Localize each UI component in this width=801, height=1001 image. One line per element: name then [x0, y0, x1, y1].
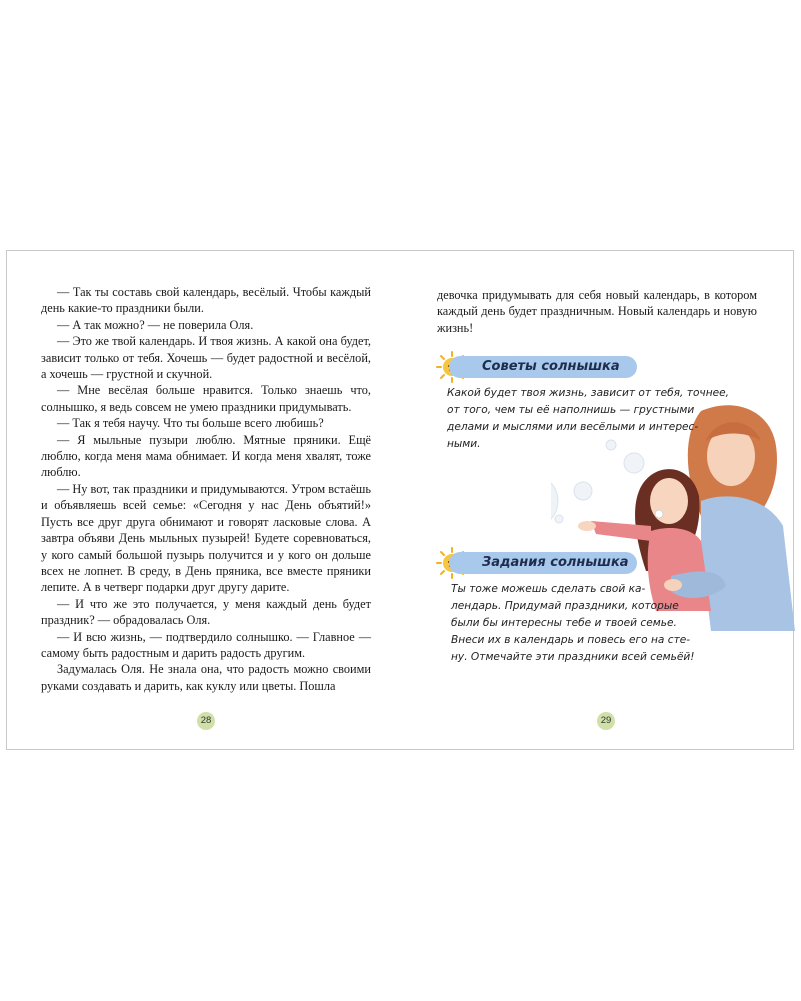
handwritten-line: ными. [447, 438, 481, 450]
tasks-text [451, 581, 771, 666]
story-paragraph: — Ну вот, так праздники и придумываются. Утром встаёшь и объявляешь всей семье: «Сегодня у нас День объятий!» Пусть все друг друга обнимают и говорят ласковые слова. А завтра объяви День мыльных пузырей! Будете соревноваться, у кого самый большой пузырь получится и у кого он дольше всех не лопнет. В среду, в День пряника, все вместе пряники лепите. А в четверг подарки друг другу дарите. [41, 481, 371, 595]
story-paragraph: — И всю жизнь, — подтвердило солнышко. — Главное — самому быть радостным и дарить радость другим. [41, 629, 371, 660]
tips-banner [449, 356, 637, 378]
story-paragraph: — И что же это получается, у меня каждый день будет праздник? — обрадовалась Оля. [41, 596, 371, 628]
handwritten-line: ну. Отмечайте эти праздники всей семьёй! [451, 651, 695, 663]
tasks-title: Задания солнышка [482, 555, 629, 570]
book-spread [6, 250, 794, 750]
tips-title: Советы солнышка [482, 359, 620, 374]
intro-paragraph: девочка придумывать для себя новый календарь, в котором каждый день будет праздничным. Новый календарь и новую жизнь! [437, 288, 757, 335]
handwritten-line: лендарь. Придумай праздники, которые [451, 600, 679, 612]
story-paragraph: — Так ты составь свой календарь, весёлый. Чтобы каждый день какие-то праздники были. [41, 285, 371, 316]
story-paragraph: — Так я тебя научу. Что ты больше всего любишь? [57, 416, 324, 431]
right-page [401, 251, 795, 749]
story-paragraph: — А так можно? — не поверила Оля. [57, 317, 254, 332]
handwritten-line: делами и мыслями или весёлыми и интерес- [447, 421, 699, 433]
story-paragraph: — Это же твой календарь. И твоя жизнь. А какой она будет, зависит только от тебя. Хочешь — будет радостной и весёлой, а хочешь — грустной и скучной. [41, 334, 371, 382]
page-number-left: 28 [197, 712, 215, 730]
left-page [7, 251, 401, 749]
story-paragraph: — Я мыльные пузыри люблю. Мятные пряники. Ещё люблю, когда меня мама обнимает. И когда меня хвалят, тоже люблю. [41, 432, 371, 480]
tasks-banner [449, 552, 637, 574]
page-number-right: 29 [597, 712, 615, 730]
handwritten-line: Какой будет твоя жизнь, зависит от тебя, точнее, [447, 387, 730, 399]
right-page-intro [437, 287, 757, 336]
handwritten-line: Внеси их в календарь и повесь его на сте- [451, 634, 691, 646]
left-page-text [41, 284, 371, 694]
tips-text [447, 385, 767, 453]
story-paragraph: — Мне весёлая больше нравится. Только знаешь что, солнышко, я ведь совсем не умею праздники придумывать. [41, 383, 371, 414]
handwritten-line: Ты тоже можешь сделать свой ка- [451, 583, 646, 595]
handwritten-line: были бы интересны тебе и твоей семье. [451, 617, 677, 629]
handwritten-line: от того, чем ты её наполнишь — грустными [447, 404, 695, 416]
story-paragraph: Задумалась Оля. Не знала она, что радость можно своими руками создавать и дарить, как куклу или цветы. Пошла [41, 662, 371, 693]
